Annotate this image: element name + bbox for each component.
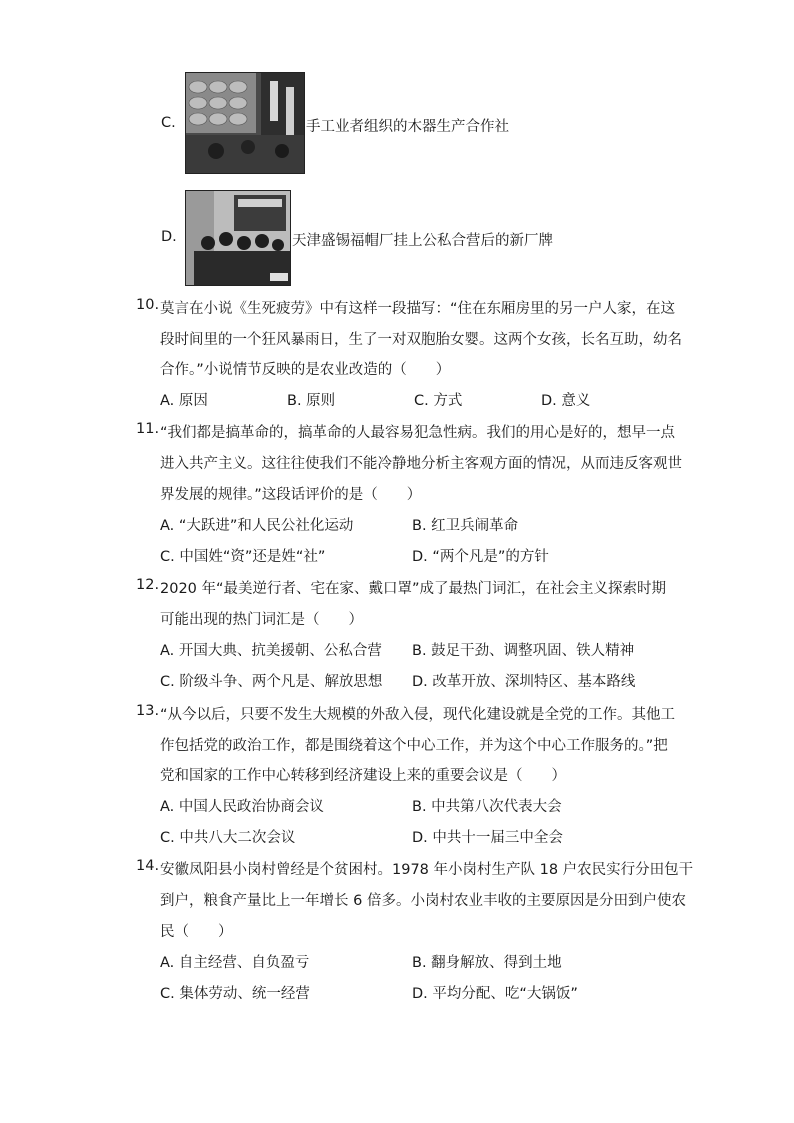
answer-option[interactable]: B. 原则 (287, 393, 336, 409)
question-number: 12. (136, 577, 160, 593)
answer-option[interactable]: A. 开国大典、抗美援朝、公私合营 (160, 643, 382, 659)
answer-option[interactable]: B. 中共第八次代表大会 (412, 799, 562, 815)
question-number: 13. (136, 703, 160, 719)
question-text: 安徽凤阳县小岗村曾经是个贫困村。1978 年小岗村生产队 18 户农民实行分田包干 (160, 862, 694, 878)
question-text: 民（ ） (160, 924, 233, 940)
option-d-caption: 天津盛锡福帽厂挂上公私合营后的新厂牌 (292, 233, 553, 249)
question-number: 11. (136, 421, 160, 437)
answer-option[interactable]: A. 中国人民政治协商会议 (160, 799, 324, 815)
question-text: 到户，粮食产量比上一年增长 6 倍多。小岗村农业丰收的主要原因是分田到户使农 (160, 893, 686, 909)
answer-option[interactable]: A. 自主经营、自负盈亏 (160, 955, 310, 971)
question-text: 界发展的规律。”这段话评价的是（ ） (160, 487, 422, 503)
hat-factory-photo (185, 190, 291, 286)
question-number: 10. (136, 297, 160, 313)
answer-option[interactable]: D. “两个凡是”的方针 (412, 549, 549, 565)
answer-option[interactable]: D. 中共十一届三中全会 (412, 830, 563, 846)
question-text: 2020 年“最美逆行者、宅在家、戴口罩”成了最热门词汇，在社会主义探索时期 (160, 581, 667, 597)
answer-option[interactable]: A. “大跃进”和人民公社化运动 (160, 518, 354, 534)
question-text: 作包括党的政治工作，都是围绕着这个中心工作，并为这个中心工作服务的。”把 (160, 738, 668, 754)
option-c-label: C. (161, 115, 176, 131)
answer-option[interactable]: B. 翻身解放、得到土地 (412, 955, 562, 971)
question-text: 段时间里的一个狂风暴雨日，生了一对双胞胎女婴。这两个女孩，长名互助，幼名 (160, 332, 682, 348)
answer-option[interactable]: B. 鼓足干劲、调整巩固、铁人精神 (412, 643, 635, 659)
answer-option[interactable]: C. 方式 (414, 393, 463, 409)
question-text: 进入共产主义。这往往使我们不能冷静地分析主客观方面的情况，从而违反客观世 (160, 456, 682, 472)
question-number: 14. (136, 858, 160, 874)
answer-option[interactable]: C. 中国姓“资”还是姓“社” (160, 549, 326, 565)
answer-option[interactable]: C. 中共八大二次会议 (160, 830, 296, 846)
answer-option[interactable]: D. 改革开放、深圳特区、基本路线 (412, 674, 636, 690)
woodwork-cooperative-photo (185, 72, 305, 174)
question-text: 可能出现的热门词汇是（ ） (160, 612, 363, 628)
answer-option[interactable]: D. 平均分配、吃“大锅饭” (412, 986, 578, 1002)
question-text: 合作。”小说情节反映的是农业改造的（ ） (160, 362, 451, 378)
option-c-caption: 手工业者组织的木器生产合作社 (306, 119, 509, 135)
answer-option[interactable]: A. 原因 (160, 393, 208, 409)
answer-option[interactable]: D. 意义 (541, 393, 591, 409)
question-text: “我们都是搞革命的，搞革命的人最容易犯急性病。我们的用心是好的，想早一点 (160, 425, 676, 441)
answer-option[interactable]: C. 集体劳动、统一经营 (160, 986, 310, 1002)
question-text: 莫言在小说《生死疲劳》中有这样一段描写：“住在东厢房里的另一户人家，在这 (160, 301, 676, 317)
option-d-label: D. (161, 229, 177, 245)
question-text: “从今以后，只要不发生大规模的外敌入侵，现代化建设就是全党的工作。其他工 (160, 707, 676, 723)
answer-option[interactable]: C. 阶级斗争、两个凡是、解放思想 (160, 674, 383, 690)
answer-option[interactable]: B. 红卫兵闹革命 (412, 518, 519, 534)
question-text: 党和国家的工作中心转移到经济建设上来的重要会议是（ ） (160, 768, 566, 784)
